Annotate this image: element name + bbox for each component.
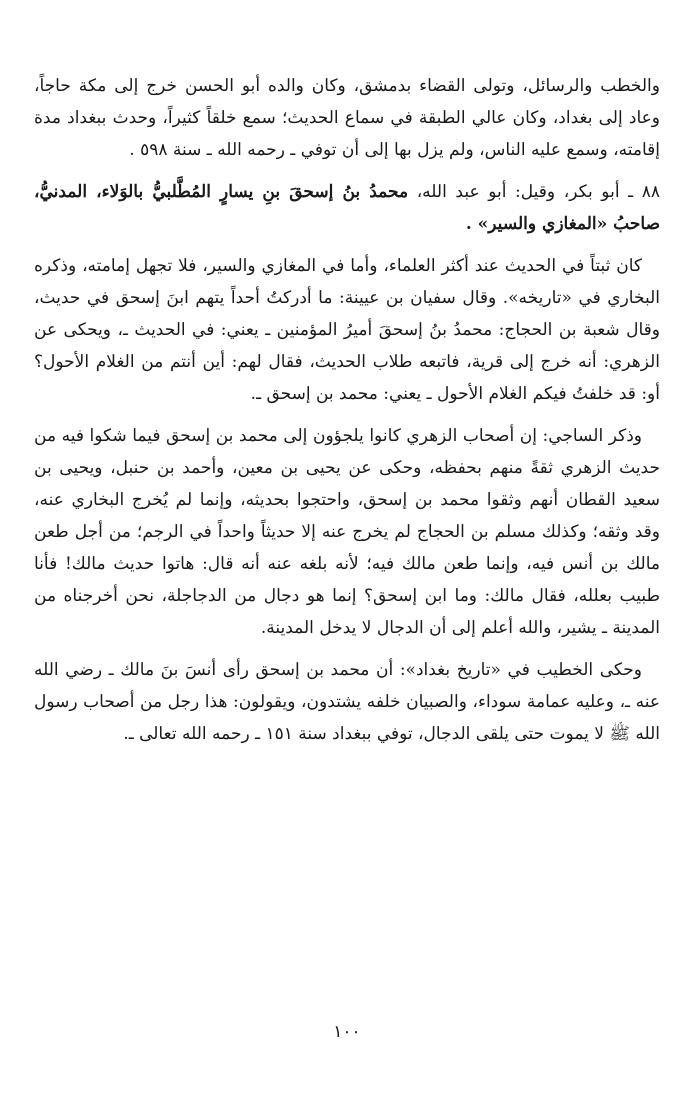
page-body	[34, 70, 660, 760]
paragraph-saji: وذكر الساجي: إن أصحاب الزهري كانوا يلجؤون إلى محمد بن إسحق فيما شكوا فيه من حديث الزهري ثقةً منهم بحفظه، وحكى عن يحيى بن معين، وأحمد بن حنبل، ويحيى بن سعيد القطان أنهم وثقوا محمد بن إسحق، واحتجوا بحديثه، وإنما لم يُخرج البخاري عنه، وقد وثقه؛ وكذلك مسلم بن الحجاج لم يخرج عنه إلا حديثاً واحداً في الرجم؛ من أجل طعن مالك بن أنس فيه، وإنما طعن مالك فيه؛ لأنه بلغه عنه أنه قال: هاتوا حديث مالك! فأنا طبيب بعلله، فقال مالك: وما ابن إسحق؟ إنما هو دجال من الدجاجلة، نحن أخرجناه من المدينة ـ يشير، والله أعلم إلى أن الدجال لا يدخل المدينة.	[34, 426, 660, 638]
entry-kunya: أبو بكر، وقيل: أبو عبد الله،	[416, 182, 620, 202]
entry-name: محمدُ بنُ إسحقَ بنِ يسارٍ المُطَّلبيُّ بالوَلاء، المدنيُّ، صاحبُ «المغازي والسير» .	[34, 182, 660, 234]
entry-number: ٨٨ ـ	[628, 182, 661, 202]
paragraph-intro: والخطب والرسائل، وتولى القضاء بدمشق، وكان والده أبو الحسن خرج إلى مكة حاجاً، وعاد إلى بغداد، وكان عالي الطبقة في سماع الحديث؛ سمع خلقاً كثيراً، وحدث ببغداد مدة إقامته، وسمع عليه الناس، ولم يزل بها إلى أن توفي ـ رحمه الله ـ سنة ٥٩٨ .	[34, 76, 660, 160]
paragraph-khatib: وحكى الخطيب في «تاريخ بغداد»: أن محمد بن إسحق رأى أنسَ بنَ مالك ـ رضي الله عنه ـ، وعليه عمامة سوداء، والصبيان خلفه يشتدون، ويقولون: هذا رجل من أصحاب رسول الله ﷺ لا يموت حتى يلقى الدجال، توفي ببغداد سنة ١٥١ ـ رحمه الله تعالى ـ.	[34, 660, 660, 744]
page-number: ١٠٠	[333, 1022, 361, 1042]
paragraph-reliability: كان ثبتاً في الحديث عند أكثر العلماء، وأما في المغازي والسير، فلا تجهل إمامته، وذكره البخاري في «تاريخه». وقال سفيان بن عيينة: ما أدركتُ أحداً يتهم ابنَ إسحق في حديث، وقال شعبة بن الحجاج: محمدُ بنُ إسحقَ أميرُ المؤمنين ـ يعني: في الحديث ـ، ويحكى عن الزهري: أنه خرج إلى قرية، فاتبعه طلاب الحديث، فقال لهم: أين أنتم من الغلام الأحول؟ أو: قد خلفتُ فيكم الغلام الأحول ـ يعني: محمد بن إسحق ـ.	[34, 256, 660, 404]
biography-entry	[34, 176, 660, 240]
